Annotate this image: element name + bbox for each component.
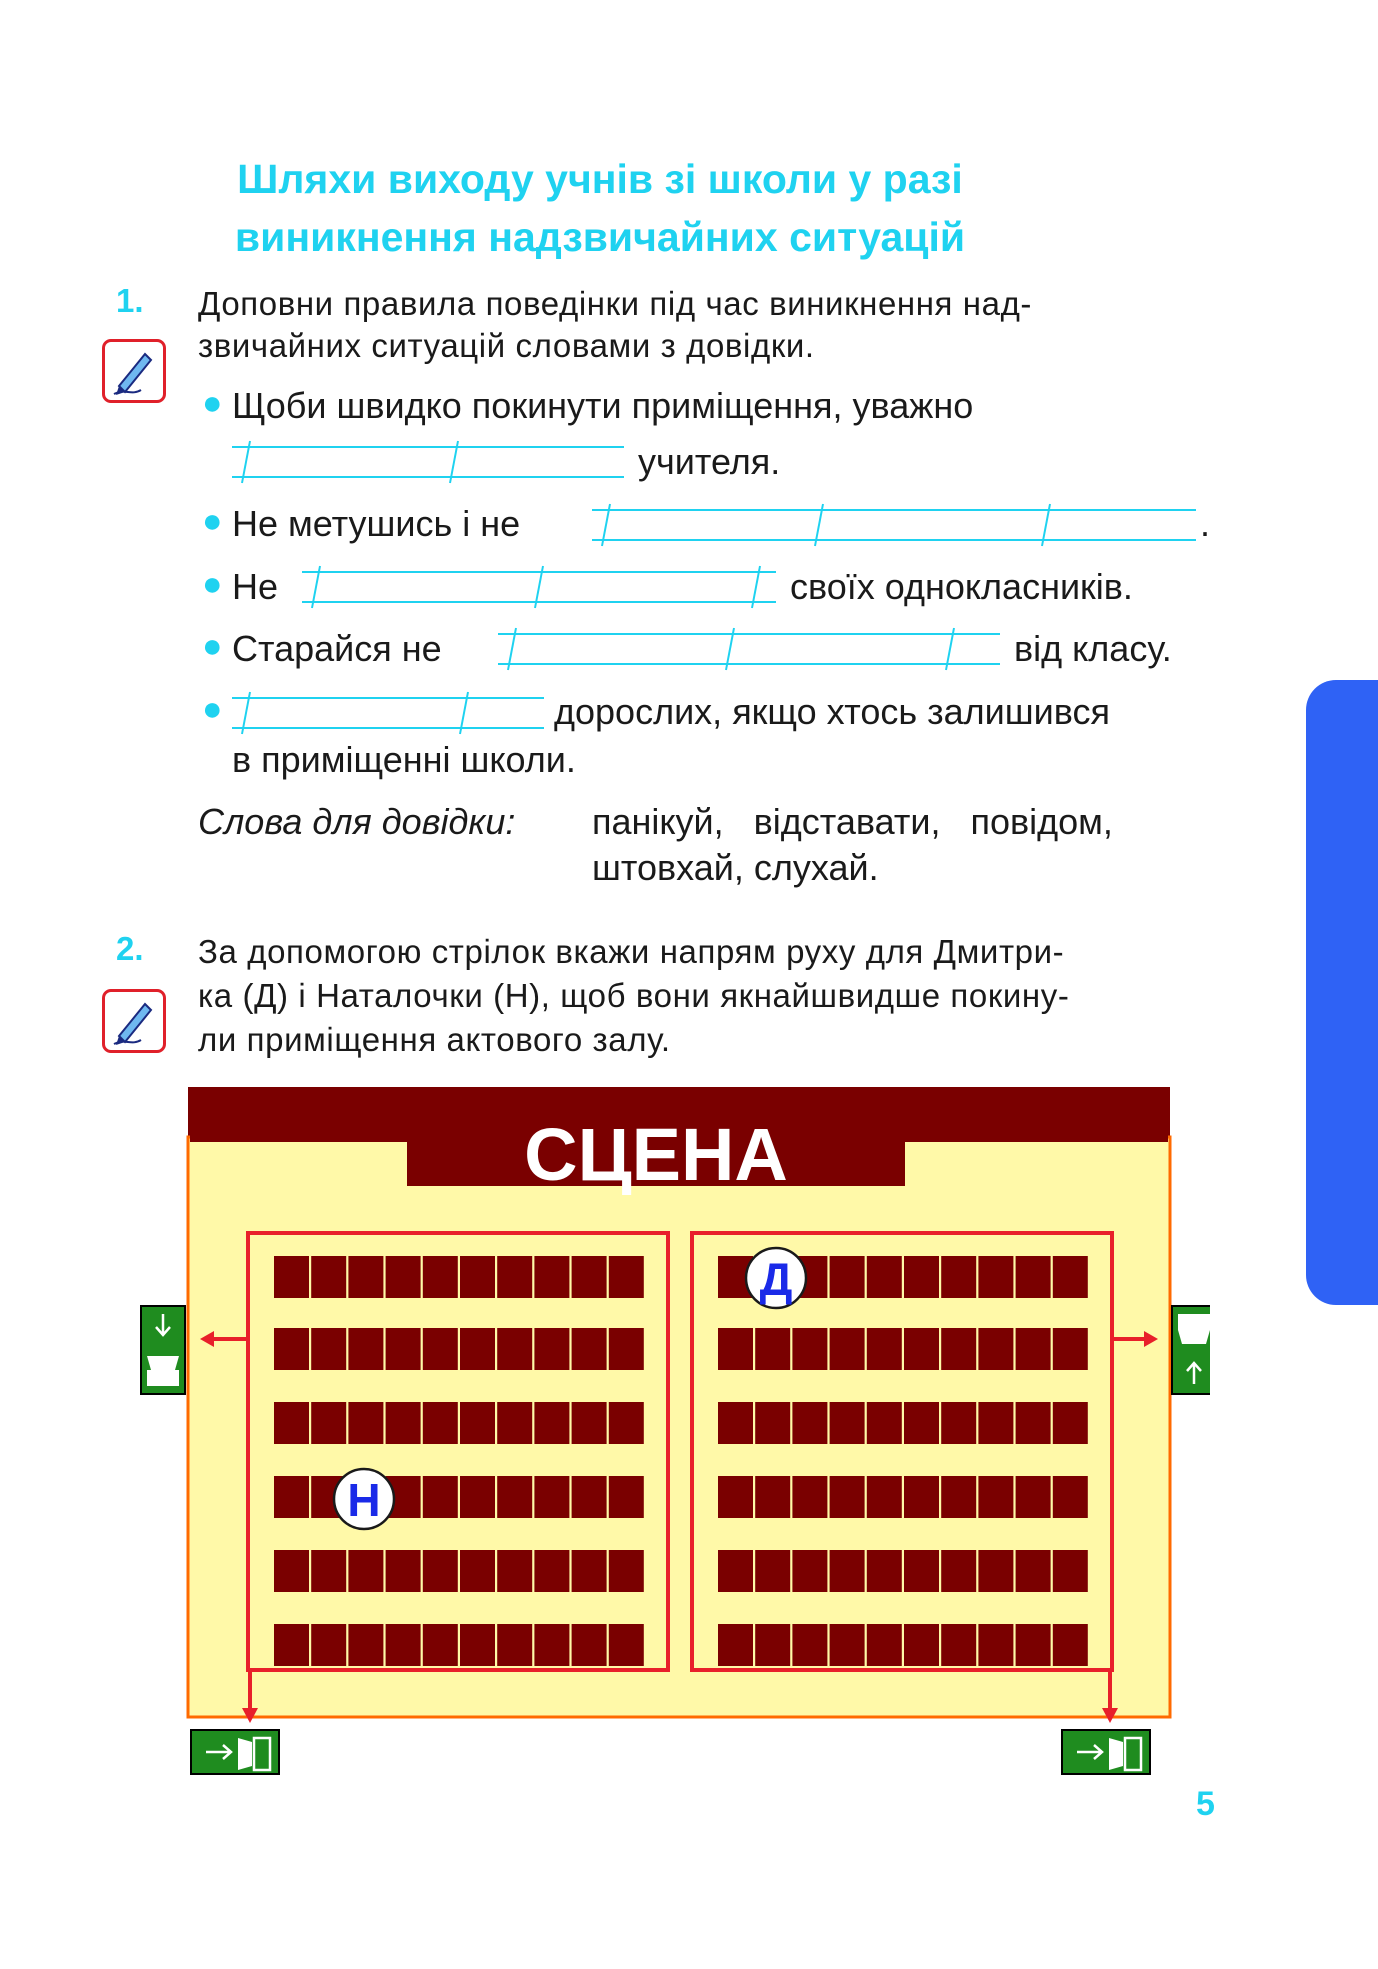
seat xyxy=(572,1550,607,1592)
seat xyxy=(1053,1550,1088,1592)
rule-1-text: Щоби швидко покинути приміщення, уважно xyxy=(232,385,974,426)
seat xyxy=(904,1328,939,1370)
rule-4-text: Старайся не xyxy=(232,628,442,669)
bullet: ● xyxy=(202,502,223,540)
seat xyxy=(386,1550,421,1592)
seat xyxy=(534,1402,569,1444)
seat xyxy=(978,1624,1013,1666)
seat xyxy=(1053,1328,1088,1370)
rule-4-after: від класу. xyxy=(1014,628,1172,669)
exit-sign-icon xyxy=(1062,1730,1150,1774)
side-tab xyxy=(1306,680,1378,1305)
seat xyxy=(941,1328,976,1370)
seat xyxy=(792,1476,827,1518)
seat xyxy=(460,1624,495,1666)
bullet: ● xyxy=(202,690,223,728)
seat xyxy=(497,1402,532,1444)
seat xyxy=(423,1328,458,1370)
bullet: ● xyxy=(202,565,223,603)
seat xyxy=(609,1328,644,1370)
seat xyxy=(311,1256,346,1298)
seat xyxy=(534,1624,569,1666)
seat xyxy=(718,1402,753,1444)
seat xyxy=(572,1476,607,1518)
seat xyxy=(830,1476,865,1518)
rule-3-text: Не xyxy=(232,566,279,607)
seat xyxy=(867,1328,902,1370)
seat xyxy=(274,1476,309,1518)
title-line-1: Шляхи виходу учнів зі школи у разі xyxy=(237,156,963,202)
seat xyxy=(867,1402,902,1444)
seat xyxy=(609,1402,644,1444)
seat xyxy=(348,1550,383,1592)
seat xyxy=(978,1550,1013,1592)
seat xyxy=(460,1476,495,1518)
page-number: 5 xyxy=(1196,1785,1215,1823)
seat xyxy=(718,1624,753,1666)
bullet: ● xyxy=(202,384,223,422)
exit-sign-icon xyxy=(191,1730,279,1774)
rule-3-after: своїх однокласників. xyxy=(790,566,1133,607)
seat xyxy=(830,1624,865,1666)
rule-5-after: дорослих, якщо хтось залишився xyxy=(554,691,1110,732)
seat xyxy=(460,1328,495,1370)
seat xyxy=(830,1402,865,1444)
seat xyxy=(274,1550,309,1592)
seat xyxy=(348,1256,383,1298)
seat xyxy=(904,1476,939,1518)
seat xyxy=(941,1256,976,1298)
seat xyxy=(311,1550,346,1592)
rule-4-blank[interactable] xyxy=(494,624,1004,672)
task-2-instruction-line-3: ли приміщення актового залу. xyxy=(198,1021,671,1058)
seat xyxy=(497,1624,532,1666)
seat xyxy=(904,1256,939,1298)
seat xyxy=(718,1550,753,1592)
seat xyxy=(274,1624,309,1666)
seat xyxy=(348,1402,383,1444)
seat xyxy=(1016,1328,1051,1370)
seat xyxy=(755,1624,790,1666)
seat xyxy=(830,1256,865,1298)
task-1-instruction-line-2: звичайних ситуацій словами з довідки. xyxy=(198,327,815,364)
seat xyxy=(941,1402,976,1444)
stage-label: СЦЕНА xyxy=(524,1113,788,1196)
seat xyxy=(1016,1256,1051,1298)
seat xyxy=(1053,1402,1088,1444)
rule-5-blank[interactable] xyxy=(228,688,548,736)
seat xyxy=(460,1402,495,1444)
seat xyxy=(978,1256,1013,1298)
rule-2-after: . xyxy=(1200,503,1211,544)
seat xyxy=(609,1256,644,1298)
seat xyxy=(386,1402,421,1444)
rule-2-text: Не метушись і не xyxy=(232,503,521,544)
seat xyxy=(423,1550,458,1592)
seat xyxy=(867,1624,902,1666)
seat xyxy=(348,1328,383,1370)
seat xyxy=(534,1550,569,1592)
seat xyxy=(386,1328,421,1370)
exit-sign-icon xyxy=(1172,1306,1210,1394)
seat xyxy=(311,1624,346,1666)
hint-words-line-2: штовхай, слухай. xyxy=(592,847,879,888)
seat xyxy=(867,1476,902,1518)
seat xyxy=(311,1328,346,1370)
seat xyxy=(497,1476,532,1518)
rule-5-line-2: в приміщенні школи. xyxy=(232,739,576,780)
seat xyxy=(978,1476,1013,1518)
seat xyxy=(386,1256,421,1298)
seat xyxy=(460,1550,495,1592)
seat xyxy=(274,1402,309,1444)
title-line-2: виникнення надзвичайних ситуацій xyxy=(234,214,966,260)
seat xyxy=(1016,1550,1051,1592)
seat xyxy=(572,1402,607,1444)
seat xyxy=(423,1402,458,1444)
seat xyxy=(497,1328,532,1370)
seat xyxy=(1053,1256,1088,1298)
seat xyxy=(497,1550,532,1592)
seat xyxy=(534,1328,569,1370)
assembly-hall-diagram xyxy=(130,1080,1210,1800)
seat xyxy=(497,1256,532,1298)
seat xyxy=(274,1256,309,1298)
hint-label: Слова для довідки: xyxy=(198,801,516,842)
pencil-icon xyxy=(102,339,166,403)
seat xyxy=(792,1402,827,1444)
seat xyxy=(423,1624,458,1666)
seat xyxy=(978,1328,1013,1370)
marker-n-label: Н xyxy=(347,1474,381,1526)
seat xyxy=(609,1624,644,1666)
seat xyxy=(755,1476,790,1518)
seat xyxy=(941,1476,976,1518)
hint-words-line-1: панікуй, відставати, повідом, xyxy=(592,801,1113,842)
rule-1-blank[interactable] xyxy=(228,437,628,485)
rule-3-blank[interactable] xyxy=(298,562,780,610)
seat xyxy=(572,1256,607,1298)
bullet: ● xyxy=(202,627,223,665)
seat xyxy=(348,1624,383,1666)
exit-sign-icon xyxy=(141,1306,185,1394)
seat xyxy=(978,1402,1013,1444)
seat xyxy=(830,1328,865,1370)
task-2-instruction-line-2: ка (Д) і Наталочки (Н), щоб вони якнайшвидше покину- xyxy=(198,977,1070,1014)
seat xyxy=(423,1476,458,1518)
seat xyxy=(792,1328,827,1370)
seat xyxy=(311,1402,346,1444)
task-2-instruction-line-1: За допомогою стрілок вкажи напрям руху для Дмитри- xyxy=(198,933,1065,970)
seat xyxy=(534,1476,569,1518)
seat xyxy=(274,1328,309,1370)
marker-d-label: Д xyxy=(759,1253,793,1305)
seat xyxy=(572,1624,607,1666)
task-1-instruction-line-1: Доповни правила поведінки під час виникнення над- xyxy=(198,285,1033,322)
seat xyxy=(572,1328,607,1370)
task-2-number: 2. xyxy=(116,930,144,967)
seat xyxy=(755,1328,790,1370)
seat xyxy=(904,1402,939,1444)
rule-1-after: учителя. xyxy=(638,441,781,482)
pencil-icon xyxy=(102,989,166,1053)
seat xyxy=(792,1550,827,1592)
seat xyxy=(1053,1476,1088,1518)
seat xyxy=(941,1624,976,1666)
seat xyxy=(904,1550,939,1592)
seat xyxy=(534,1256,569,1298)
task-1-number: 1. xyxy=(116,282,144,319)
seat xyxy=(1016,1624,1051,1666)
seat xyxy=(1016,1476,1051,1518)
seat xyxy=(609,1550,644,1592)
seat xyxy=(718,1476,753,1518)
page-title xyxy=(0,150,1200,266)
seat xyxy=(718,1328,753,1370)
seat xyxy=(867,1550,902,1592)
seat xyxy=(755,1402,790,1444)
seat xyxy=(386,1624,421,1666)
seat xyxy=(755,1550,790,1592)
seat xyxy=(830,1550,865,1592)
seat xyxy=(423,1256,458,1298)
seat xyxy=(460,1256,495,1298)
seat xyxy=(867,1256,902,1298)
seat xyxy=(904,1624,939,1666)
seat xyxy=(941,1550,976,1592)
rule-2-blank[interactable] xyxy=(588,500,1200,548)
seat xyxy=(1016,1402,1051,1444)
seat xyxy=(1053,1624,1088,1666)
seat xyxy=(609,1476,644,1518)
seat xyxy=(792,1624,827,1666)
